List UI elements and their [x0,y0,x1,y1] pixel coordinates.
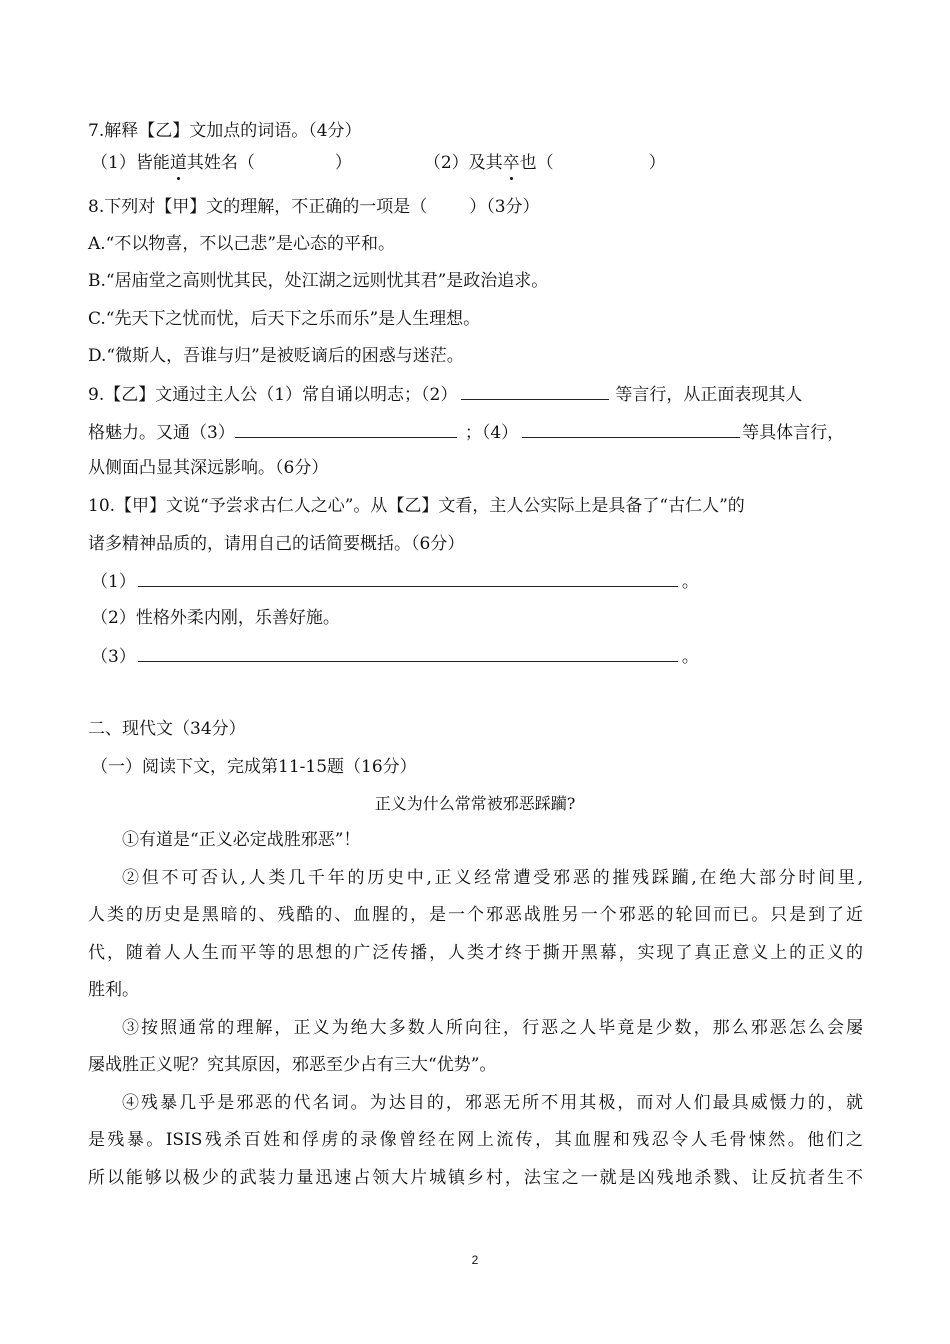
q9-l1-a: 9.【乙】文通过主人公（1）常自诵以明志；（2） [88,385,458,405]
q7-item1-prefix: （1）皆能 [91,153,170,173]
q7-item2-dotted-word: 卒 [502,153,520,173]
q7-item1-suffix: 其姓名（ [186,153,255,173]
q8-option-b: B.“居庙堂之高则忧其民，处江湖之远则忧其君”是政治追求。 [88,271,549,291]
q9-l2-c: 等具体言行， [742,423,845,443]
article-p2-line1: ②但不可否认,人类几千年的历史中,正义经常遭受邪恶的摧残踩躏,在绝大部分时间里, [122,868,863,888]
q7-items [91,151,666,175]
q9-line3: 从侧面凸显其深远影响。（6分） [88,458,329,478]
q8-option-d: D.“微斯人，吾谁与归”是被贬谪后的困惑与迷茫。 [88,346,464,366]
q10-line2: 诸多精神品质的，请用自己的话简要概括。（6分） [88,534,465,554]
q10-a3-label: （3） [91,647,136,667]
article-p1: ①有道是“正义必定战胜邪恶”！ [122,830,361,850]
article-p2-line3: 代，随着人人生而平等的思想的广泛传播，人类才终于撕开黑幕，实现了真正意义上的正义的 [88,943,863,963]
q7-item2-suffix: 也（ [519,153,554,173]
article-title: 正义为什么常常被邪恶踩躏? [374,794,576,813]
q8-stem-b: ）（3分） [469,197,540,217]
article-p3-line2: 屡战胜正义呢？究其原因，邪恶至少占有三大“优势”。 [88,1055,497,1075]
q9-blank-3[interactable] [235,420,457,438]
q7-item2-prefix: （2）及其 [423,153,503,173]
q10-blank-1[interactable] [138,569,678,587]
q8-option-a: A.“不以物喜，不以己悲”是心态的平和。 [88,234,396,254]
page-number: 2 [471,1253,479,1267]
article-p2-line4: 胜利。 [88,980,139,1000]
q10-a1-end: 。 [681,572,699,592]
q10-a1-label: （1） [91,572,136,592]
q9-line2 [88,420,844,445]
q9-l2-b: ；（4） [464,423,519,443]
q8-stem [88,195,540,219]
article-p4-line3: 所以能够以极少的武装力量迅速占领大片城镇乡村，法宝之一就是凶残地杀戮、让反抗者生不 [88,1168,863,1188]
q10-blank-3[interactable] [138,644,678,662]
q7-stem: 7.解释【乙】文加点的词语。（4分） [88,121,362,141]
q9-l1-b: 等言行，从正面表现其人 [615,385,803,405]
article-p4-line1: ④残暴几乎是邪恶的代名词。为达目的，邪恶无所不用其极，而对人们最具威慑力的，就 [122,1093,863,1113]
q8-stem-a: 8.下列对【甲】文的理解，不正确的一项是（ [88,197,428,217]
q9-line1 [88,382,802,407]
section-heading: 二、现代文（34分） [88,719,246,739]
q10-answer-3 [91,644,699,669]
q8-option-c: C.“先天下之忧而忧，后天下之乐而乐”是人生理想。 [88,309,481,329]
q9-l2-a: 格魅力。又通（3） [88,423,235,443]
article-p3-line1: ③按照通常的理解，正义为绝大多数人所向往，行恶之人毕竟是少数，那么邪恶怎么会屡 [122,1018,863,1038]
q7-item2-close: ） [648,153,666,173]
q7-item1-dotted-word: 道 [169,153,187,173]
q9-blank-2[interactable] [461,382,609,400]
q10-answer-1 [91,569,699,594]
q10-a3-end: 。 [681,647,699,667]
q9-blank-4[interactable] [522,420,740,438]
article-p4-line2: 是残暴。ISIS残杀百姓和俘虏的录像曾经在网上流传，其血腥和残忍令人毛骨悚然。他们之 [88,1130,863,1150]
q10-line1: 10.【甲】文说“予尝求古仁人之心”。从【乙】文看，主人公实际上是具备了“古仁人”的 [88,496,745,516]
section-subheading: （一）阅读下文，完成第11-15题（16分） [91,757,417,777]
q7-item1-close: ） [334,153,352,173]
article-p2-line2: 人类的历史是黑暗的、残酷的、血腥的，是一个邪恶战胜另一个邪恶的轮回而已。只是到了近 [88,905,863,925]
q10-answer-2: （2）性格外柔内刚，乐善好施。 [91,608,340,628]
